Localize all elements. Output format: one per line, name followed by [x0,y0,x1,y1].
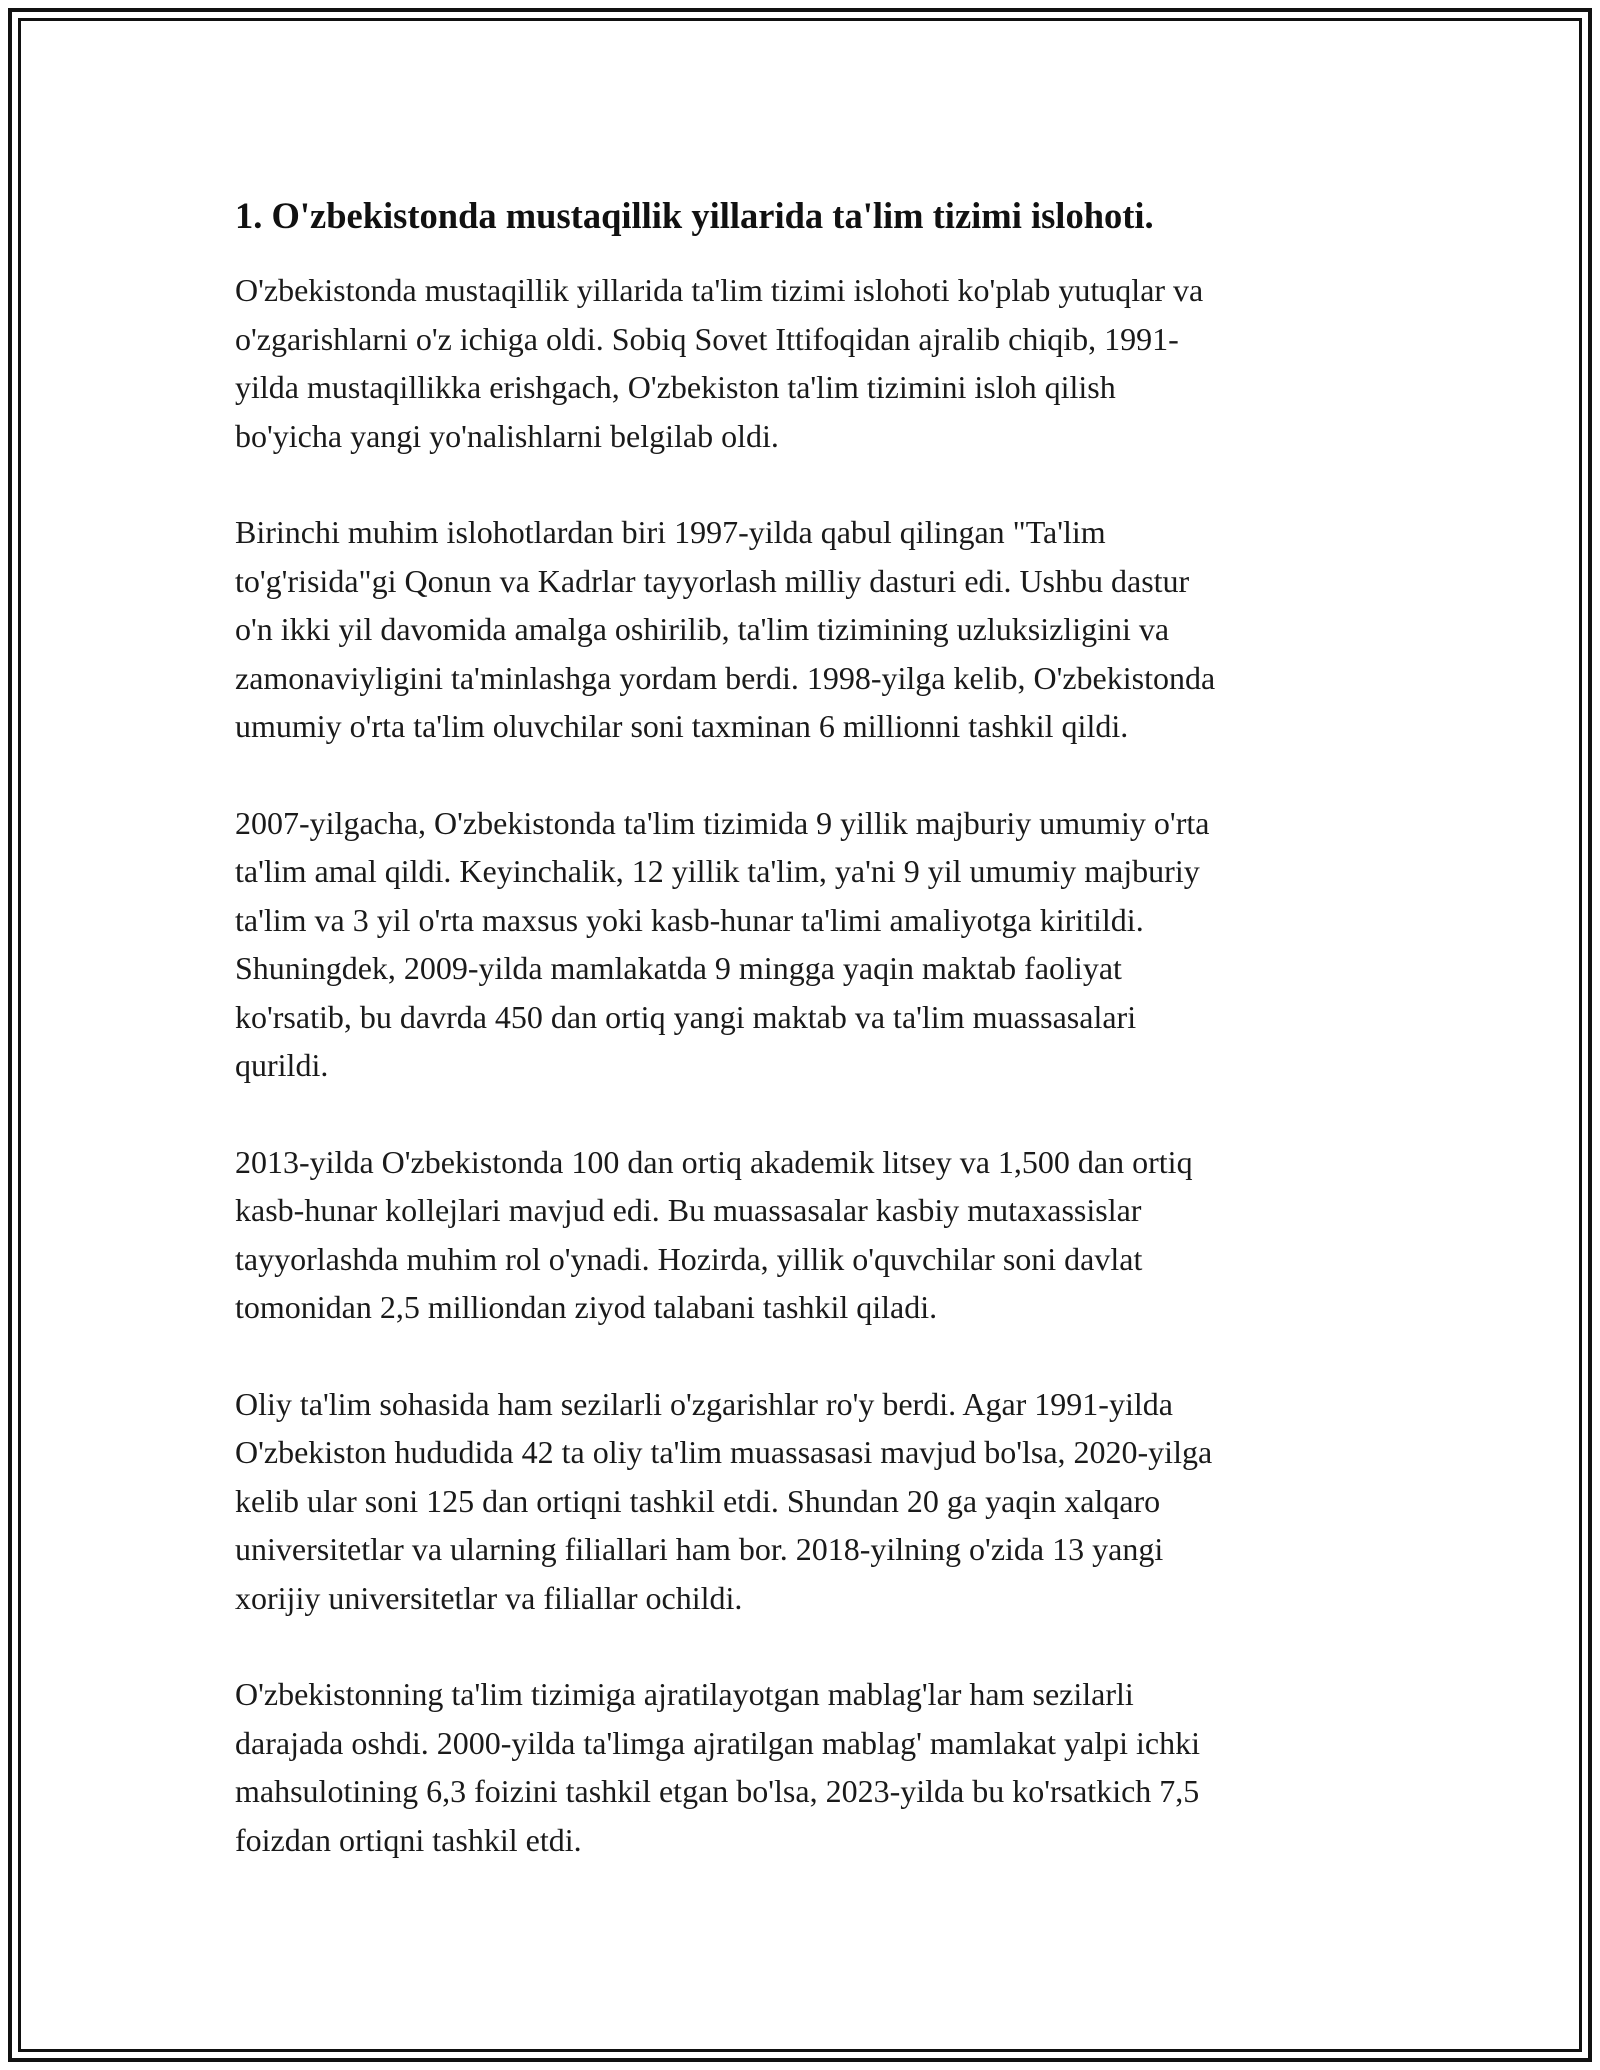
document-body [235,188,1375,1912]
paragraph-line: ta'lim va 3 yil o'rta maxsus yoki kasb-hunar ta'limi amaliyotga kiritildi. [235,901,1144,938]
paragraph [235,266,1375,460]
paragraph-line: o'zgarishlarni o'z ichiga oldi. Sobiq Sovet Ittifoqidan ajralib chiqib, 1991- [235,320,1179,357]
paragraph-line: Shuningdek, 2009-yilda mamlakatda 9 mingga yaqin maktab faoliyat [235,950,1122,986]
paragraph-line: to'g'risida"gi Qonun va Kadrlar tayyorlash milliy dasturi edi. Ushbu dastur [235,562,1190,599]
paragraph-line: kasb-hunar kollejlari mavjud edi. Bu muassasalar kasbiy mutaxassislar [235,1192,1142,1228]
paragraph-line: o'n ikki yil davomida amalga oshirilib, ta'lim tizimining uzluksizligini va [235,611,1170,647]
paragraph [235,799,1375,1090]
paragraph-line: qurildi. [235,1047,329,1083]
document-heading: 1. O'zbekistonda mustaqillik yillarida ta'lim tizimi islohoti. [235,195,1154,236]
paragraph [235,508,1375,751]
paragraph-line: universitetlar va ularning filiallari ham bor. 2018-yilning o'zida 13 yangi [235,1531,1164,1567]
paragraph [235,1670,1375,1864]
paragraph-line: tayyorlashda muhim rol o'ynadi. Hozirda, yillik o'quvchilar soni davlat [235,1240,1143,1277]
paragraph-line: Birinchi muhim islohotlardan biri 1997-yilda qabul qilingan "Ta'lim [235,514,1106,550]
paragraph-line: O'zbekistonda mustaqillik yillarida ta'lim tizimi islohoti ko'plab yutuqlar va [235,272,1204,308]
paragraph-line: umumiy o'rta ta'lim oluvchilar soni taxminan 6 millionni tashkil qildi. [235,708,1129,744]
paragraph [235,1380,1375,1623]
paragraph [235,1138,1375,1332]
paragraph-line: xorijiy universitetlar va filiallar ochildi. [235,1579,743,1616]
paragraph-line: tomonidan 2,5 milliondan ziyod talabani tashkil qiladi. [235,1289,938,1325]
paragraph-line: mahsulotining 6,3 foizini tashkil etgan bo'lsa, 2023-yilda bu ko'rsatkich 7,5 [235,1773,1200,1809]
paragraph-line: kelib ular soni 125 dan ortiqni tashkil etdi. Shundan 20 ga yaqin xalqaro [235,1482,1161,1519]
paragraph-line: darajada oshdi. 2000-yilda ta'limga ajratilgan mablag' mamlakat yalpi ichki [235,1724,1200,1761]
paragraph-line: 2007-yilgacha, O'zbekistonda ta'lim tizimida 9 yillik majburiy umumiy o'rta [235,804,1210,841]
paragraph-line: Oliy ta'lim sohasida ham sezilarli o'zgarishlar ro'y berdi. Agar 1991-yilda [235,1385,1173,1422]
paragraph-line: O'zbekiston hududida 42 ta oliy ta'lim muassasasi mavjud bo'lsa, 2020-yilga [235,1434,1213,1470]
paragraph-line: 2013-yilda O'zbekistonda 100 dan ortiq akademik litsey va 1,500 dan ortiq [235,1143,1193,1180]
paragraph-line: ta'lim amal qildi. Keyinchalik, 12 yillik ta'lim, ya'ni 9 yil umumiy majburiy [235,853,1200,889]
paragraph-line: yilda mustaqillikka erishgach, O'zbekiston ta'lim tizimini isloh qilish [235,369,1116,405]
paragraph-line: zamonaviyligini ta'minlashga yordam berdi. 1998-yilga kelib, O'zbekistonda [235,659,1216,696]
paragraph-line: bo'yicha yangi yo'nalishlarni belgilab oldi. [235,417,779,454]
paragraph-line: O'zbekistonning ta'lim tizimiga ajratilayotgan mablag'lar ham sezilarli [235,1676,1134,1712]
paragraph-line: foizdan ortiqni tashkil etdi. [235,1821,582,1858]
paragraph-line: ko'rsatib, bu davrda 450 dan ortiq yangi maktab va ta'lim muassasalari [235,998,1137,1035]
